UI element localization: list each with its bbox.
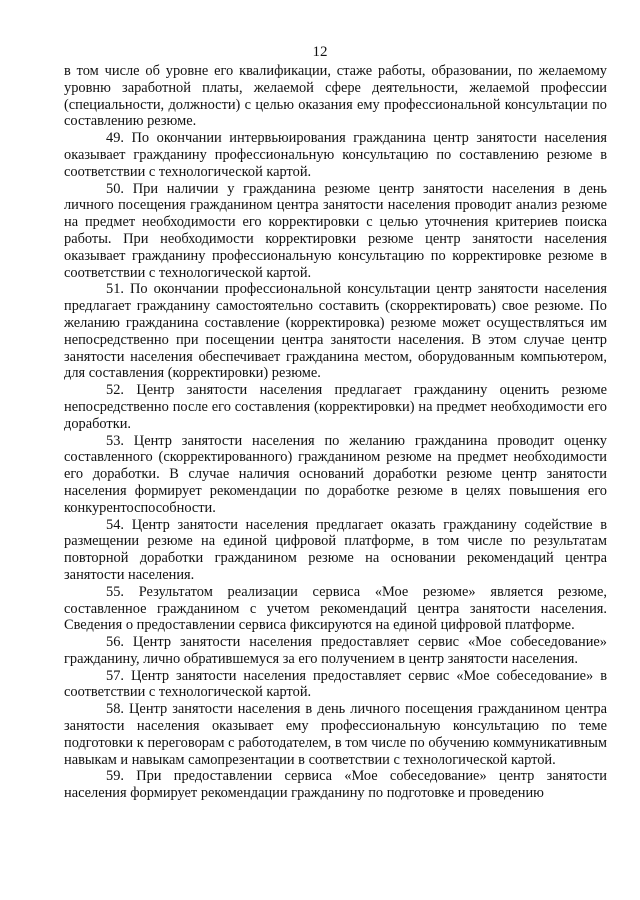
paragraph-55: 55. Результатом реализации сервиса «Мое резюме» является резюме, составленное гражданином с учетом рекомендаций центра занятости населения. Сведения о предоставлении сервиса фиксируются на единой цифровой платформе. (64, 583, 607, 634)
paragraph-58: 58. Центр занятости населения в день личного посещения гражданином центра занятости населения оказывает ему профессиональную консультацию по теме подготовки к переговорам с работодателем, в том числе по обучению коммуникативным навыкам и навыкам самопрезентации в соответствии с технологической картой. (64, 701, 607, 768)
document-body (64, 63, 607, 802)
paragraph-52: 52. Центр занятости населения предлагает гражданину оценить резюме непосредственно после его составления (корректировки) на предмет необходимости его доработки. (64, 382, 607, 432)
paragraph-54: 54. Центр занятости населения предлагает оказать гражданину содействие в размещении резюме на единой цифровой платформе, в том числе по результатам повторной доработки гражданином резюме на основании рекомендаций центра занятости населения. (64, 516, 607, 583)
paragraph-59: 59. При предоставлении сервиса «Мое собеседование» центр занятости населения формирует рекомендации гражданину по подготовке и проведению (64, 768, 607, 802)
paragraph-50: 50. При наличии у гражданина резюме центр занятости населения в день личного посещения гражданином центра занятости населения проводит анализ резюме на предмет необходимости его корректировки с целью уточнения критериев поиска работы. При необходимости корректировки резюме центр занятости населения оказывает гражданину профессиональную консультацию по корректировке резюме в соответствии с технологической картой. (64, 180, 607, 281)
paragraph-continuation: в том числе об уровне его квалификации, стаже работы, образовании, по желаемому уровню заработной платы, желаемой сфере деятельности, желаемой профессии (специальности, должности) с целью оказания ему профессиональной консультации по составлению резюме. (64, 63, 607, 130)
page-number: 12 (312, 44, 328, 60)
paragraph-53: 53. Центр занятости населения по желанию гражданина проводит оценку составленного (скорректированного) гражданином резюме на предмет необходимости его доработки. В случае наличия оснований доработки резюме центр занятости населения формирует рекомендации по доработке резюме в целях повышения его конкурентоспособности. (64, 432, 607, 516)
paragraph-49: 49. По окончании интервьюирования гражданина центр занятости населения оказывает гражданину профессиональную консультацию по составлению резюме в соответствии с технологической картой. (64, 130, 607, 180)
paragraph-51: 51. По окончании профессиональной консультации центр занятости населения предлагает гражданину самостоятельно составить (скорректировать) свое резюме. По желанию гражданина составление (корректировка) резюме может осуществляться им непосредственно при посещении центра занятости населения. В этом случае центр занятости населения обеспечивает гражданина местом, оборудованным компьютером, для составления (корректировки) резюме. (64, 281, 607, 382)
paragraph-56: 56. Центр занятости населения предоставляет сервис «Мое собеседование» гражданину, лично обратившемуся за его получением в центр занятости населения. (64, 634, 607, 667)
paragraph-57: 57. Центр занятости населения предоставляет сервис «Мое собеседование» в соответствии с технологической картой. (64, 667, 607, 701)
